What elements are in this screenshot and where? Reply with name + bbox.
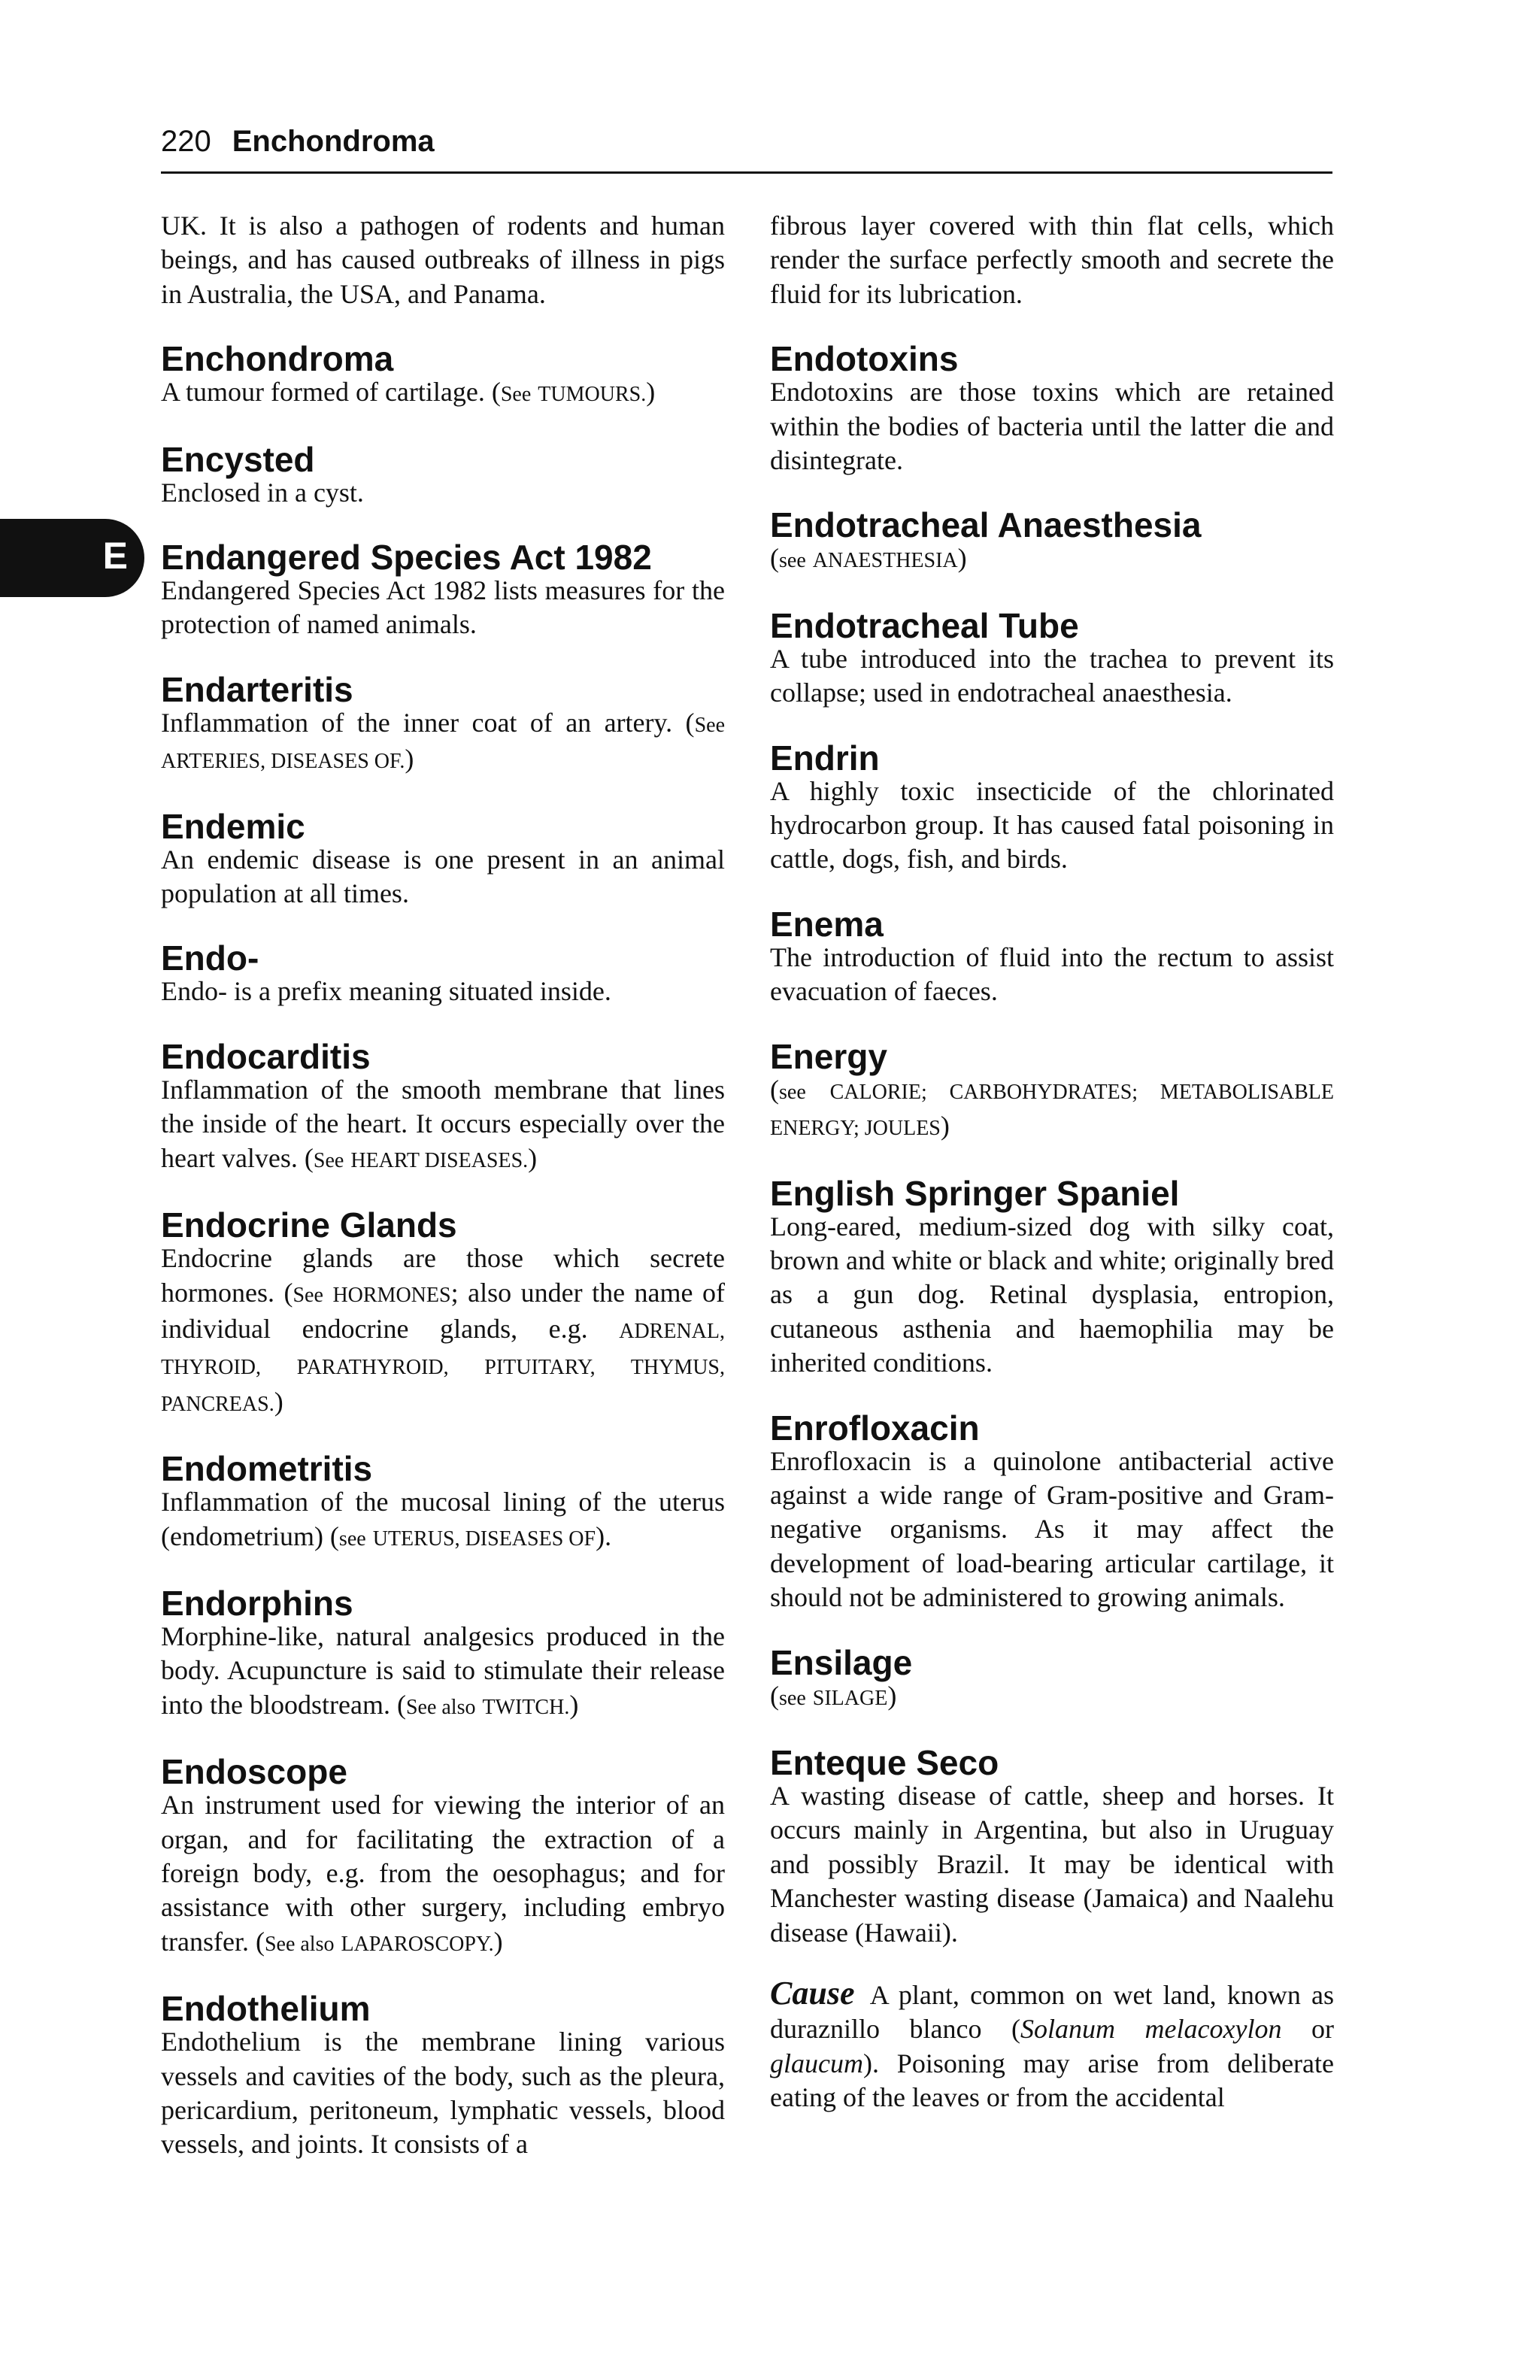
species-name: glaucum [770, 2048, 863, 2078]
entry-endemic [161, 805, 725, 911]
headword: Endarteritis [161, 669, 353, 709]
headword: Endotracheal Anaesthesia [770, 505, 1202, 545]
entry-endarteritis [161, 669, 725, 779]
definition: (see CALORIE; CARBOHYDRATES; METABOLISABLE ENERGY; JOULES) [770, 1074, 1335, 1141]
headword: Enrofloxacin [770, 1408, 980, 1448]
entry-enchondroma [161, 338, 725, 411]
headword: Ensilage [770, 1642, 913, 1682]
cross-reference: HORMONES [332, 1283, 451, 1307]
cause-paragraph: Cause A plant, common on wet land, known as duraznillo blanco (Solanum melacoxylon or glaucum). Poisoning may arise from deliberate eating of the leaves or from the accidental [770, 1975, 1334, 2113]
entry-energy [770, 1035, 1334, 1146]
entry-ensilage [770, 1642, 1334, 1715]
headword: Endothelium [161, 1989, 371, 2029]
cause-label: Cause [770, 1975, 855, 2012]
definition: (see SILAGE) [770, 1680, 897, 1711]
definition: Endo- is a prefix meaning situated inside. [161, 976, 611, 1007]
definition: An instrument used for viewing the interior of an organ, and for facilitating the extraction of a foreign body, e.g. from the oesophagus; and for assistance with other surgery, including embryo transfer. (See also LAPAROSCOPY.) [161, 1790, 725, 1957]
headword: Endocarditis [161, 1036, 371, 1076]
entry-endangered-species-act [161, 536, 725, 642]
definition: A tube introduced into the trachea to prevent its collapse; used in endotracheal anaesthesia. [770, 643, 1334, 708]
definition: Enrofloxacin is a quinolone antibacterial active against a wide range of Gram-positive and Gram-negative organisms. As it may affect the development of load-bearing articular cartilage, it should not be administered to growing animals. [770, 1445, 1334, 1613]
cross-reference: CALORIE; CARBOHYDRATES; METABOLISABLE ENERGY; JOULES [770, 1080, 1335, 1141]
definition: A wasting disease of cattle, sheep and horses. It occurs mainly in Argentina, but also in Uruguay and possibly Brazil. It may be identical with Manchester wasting disease (Jamaica) and Naalehu disease (Hawaii). [770, 1780, 1334, 1948]
left-column [161, 209, 725, 2162]
headword: Energy [770, 1036, 887, 1076]
cross-reference: HEART DISEASES. [350, 1148, 529, 1172]
cross-reference: UTERUS, DISEASES OF [372, 1527, 596, 1551]
entry-endotracheal-anaesthesia [770, 504, 1334, 578]
entry-endometritis [161, 1448, 725, 1556]
entry-enema [770, 903, 1334, 1009]
species-name: Solanum melacoxylon [1020, 2014, 1282, 2045]
headword: Endometritis [161, 1449, 373, 1489]
entry-enrofloxacin [770, 1407, 1334, 1615]
entry-endo [161, 937, 725, 1008]
headword: Endemic [161, 806, 305, 846]
cross-reference: TUMOURS. [538, 383, 647, 407]
cross-reference: ADRENAL, THYROID, PARATHYROID, PITUITARY, THYMUS, PANCREAS. [161, 1319, 725, 1416]
headword: Enchondroma [161, 339, 394, 379]
headword: Endocrine Glands [161, 1205, 457, 1245]
definition: A tumour formed of cartilage. (See TUMOURS.) [161, 377, 656, 408]
continuation-text: UK. It is also a pathogen of rodents and human beings, and has caused outbreaks of illness in pigs in Australia, the USA, and Panama. [161, 211, 725, 309]
definition: Long-eared, medium-sized dog with silky coat, brown and white or black and white; originally bred as a gun dog. Retinal dysplasia, entropion, cutaneous asthenia and haemophilia may be inherited conditions. [770, 1211, 1334, 1378]
definition: The introduction of fluid into the rectum to assist evacuation of faeces. [770, 941, 1334, 1007]
entry-endrin [770, 737, 1334, 877]
thumb-tab-letter: E [102, 535, 128, 577]
headword: Enema [770, 904, 884, 944]
definition: Endotoxins are those toxins which are retained within the bodies of bacteria until the latter die and disintegrate. [770, 377, 1334, 476]
headword: Endangered Species Act 1982 [161, 538, 652, 578]
entry-english-springer-spaniel [770, 1172, 1334, 1381]
headword: Endotoxins [770, 339, 959, 379]
running-header [161, 120, 1332, 174]
entry-endorphins [161, 1582, 725, 1724]
definition: Endocrine glands are those which secrete hormones. (See HORMONES; also under the name of individual endocrine glands, e.g. ADRENAL, THYROID, PARATHYROID, PITUITARY, THYMUS, PANCREAS.) [161, 1243, 726, 1417]
definition: Inflammation of the smooth membrane that lines the inside of the heart. It occurs especially over the heart valves. (See HEART DISEASES.) [161, 1074, 725, 1173]
entry-endocrine-glands [161, 1204, 725, 1421]
headword: Endoscope [161, 1752, 347, 1792]
cross-reference: ANAESTHESIA [812, 549, 958, 573]
headword: Encysted [161, 439, 315, 479]
right-column [770, 209, 1334, 2115]
thumb-index-tab [0, 519, 144, 597]
definition: Morphine-like, natural analgesics produced in the body. Acupuncture is said to stimulate their release into the bloodstream. (See also TWITCH.) [161, 1621, 725, 1720]
headword: Endo- [161, 938, 259, 978]
entry-endotracheal-tube [770, 605, 1334, 711]
definition: Enclosed in a cyst. [161, 477, 364, 508]
definition: A highly toxic insecticide of the chlorinated hydrocarbon group. It has caused fatal poisoning in cattle, dogs, fish, and birds. [770, 775, 1334, 875]
definition: Inflammation of the mucosal lining of the uterus (endometrium) (see UTERUS, DISEASES OF). [161, 1487, 725, 1551]
headword: Endrin [770, 738, 880, 778]
headword: English Springer Spaniel [770, 1173, 1180, 1213]
definition: (see ANAESTHESIA) [770, 543, 967, 574]
headword: Endorphins [161, 1583, 353, 1623]
entry-endocarditis [161, 1035, 725, 1178]
definition: Endangered Species Act 1982 lists measures for the protection of named animals. [161, 575, 725, 640]
cross-reference: ARTERIES, DISEASES OF. [161, 750, 405, 774]
entry-endotoxins [770, 338, 1334, 478]
subsection-cause [770, 1976, 1334, 2115]
cross-reference: TWITCH. [482, 1695, 570, 1719]
definition: Inflammation of the inner coat of an artery. (See ARTERIES, DISEASES OF.) [161, 707, 725, 775]
entry-encysted [161, 438, 725, 510]
entry-endothelium [161, 1987, 725, 2162]
definition: An endemic disease is one present in an animal population at all times. [161, 844, 725, 909]
page-number: 220 [161, 125, 211, 158]
running-head: Enchondroma [232, 125, 435, 158]
headword: Enteque Seco [770, 1742, 999, 1782]
entry-enteque-seco [770, 1742, 1334, 1950]
definition: Endothelium is the membrane lining various vessels and cavities of the body, such as the pleura, pericardium, peritoneum, lymphatic vessels, blood vessels, and joints. It consists of a [161, 2027, 725, 2160]
cross-reference: SILAGE [812, 1686, 888, 1710]
cross-reference: LAPAROSCOPY. [341, 1932, 494, 1956]
continuation-text: fibrous layer covered with thin flat cells, which render the surface perfectly smooth and secrete the fluid for its lubrication. [770, 211, 1334, 309]
entry-endoscope [161, 1751, 725, 1961]
headword: Endotracheal Tube [770, 605, 1079, 645]
